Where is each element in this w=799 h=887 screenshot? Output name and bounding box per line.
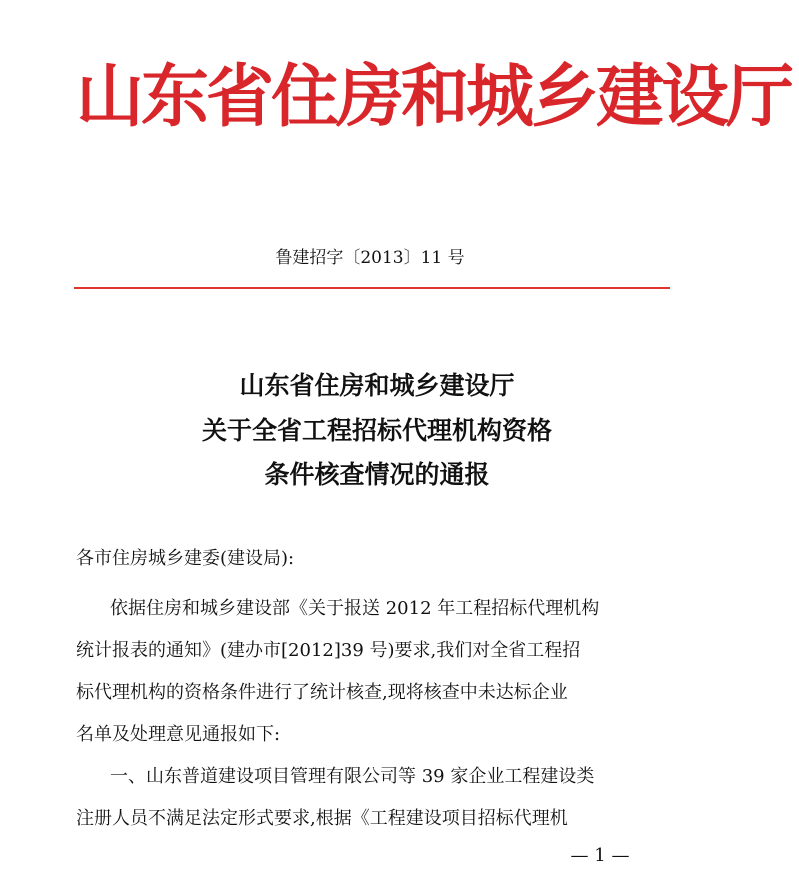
body-line: 一、山东普道建设项目管理有限公司等 39 家企业工程建设类 <box>110 766 595 787</box>
red-divider-line <box>74 287 670 289</box>
salutation: 各市住房城乡建委(建设局): <box>76 548 295 569</box>
body-line: 依据住房和城乡建设部《关于报送 2012 年工程招标代理机构 <box>110 598 600 619</box>
page-number: — 1 — <box>570 845 630 866</box>
masthead-title: 山东省住房和城乡建设厅 <box>76 58 792 137</box>
notice-title-line-1: 山东省住房和城乡建设厅 <box>239 371 515 400</box>
notice-title-line-2: 关于全省工程招标代理机构资格 <box>201 416 552 445</box>
body-line: 名单及处理意见通报如下: <box>76 724 281 745</box>
body-line: 注册人员不满足法定形式要求,根据《工程建设项目招标代理机 <box>76 808 568 829</box>
notice-title-line-3: 条件核查情况的通报 <box>264 460 490 489</box>
body-line: 标代理机构的资格条件进行了统计核查,现将核查中未达标企业 <box>76 682 568 703</box>
body-line: 统计报表的通知》(建办市[2012]39 号)要求,我们对全省工程招 <box>76 640 581 661</box>
document-number: 鲁建招字〔2013〕11 号 <box>275 248 465 268</box>
